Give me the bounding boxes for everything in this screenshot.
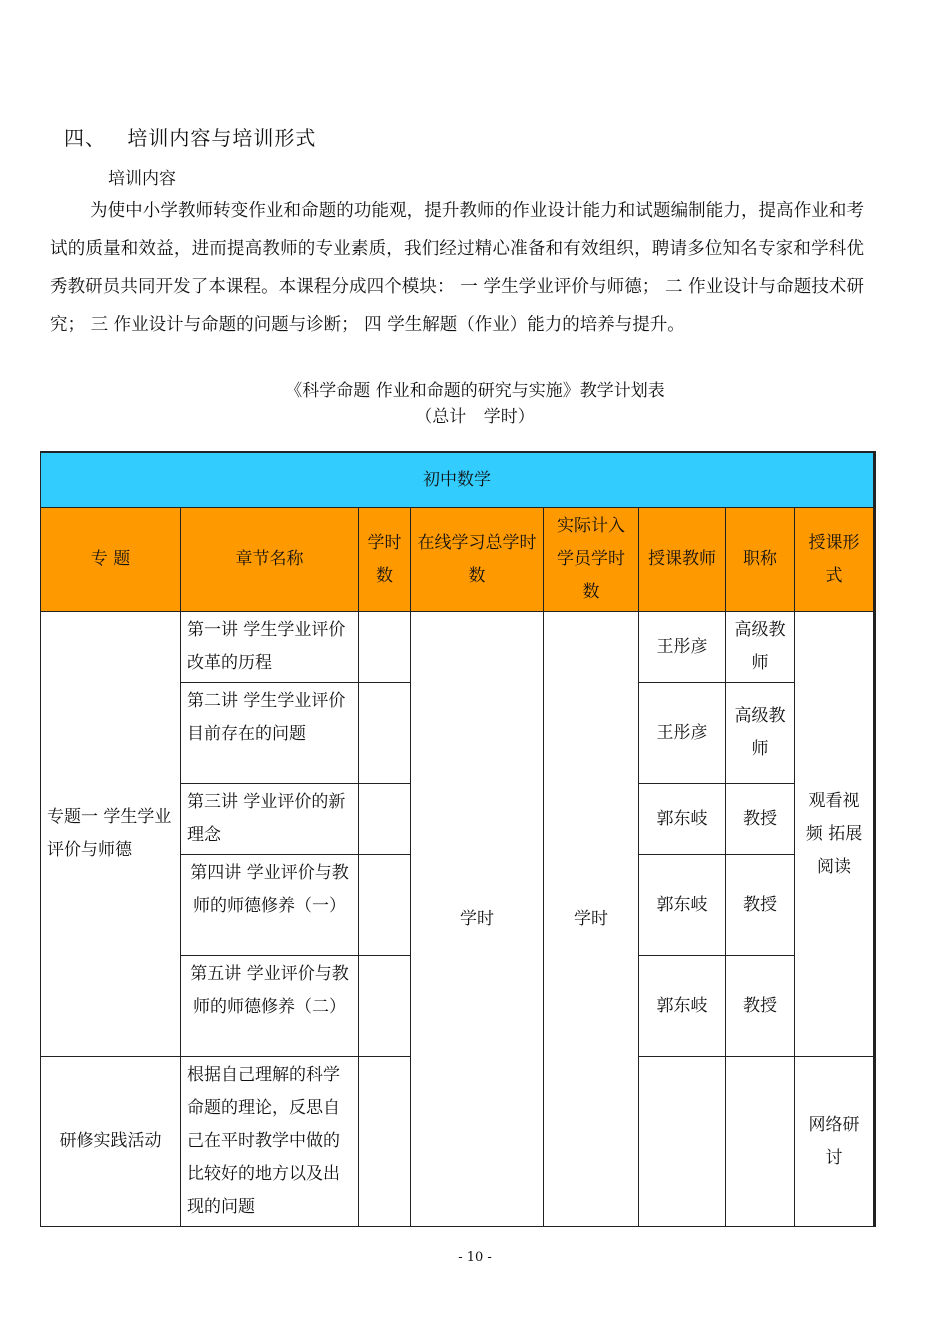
header-chapter: 章节名称 <box>181 508 359 612</box>
page-number: - 10 - <box>458 1250 492 1265</box>
title-cell <box>726 1057 795 1227</box>
topic-1: 专题一 学生学业评价与师德 <box>41 612 181 1057</box>
header-online-hours: 在线学习总学时数 <box>411 508 544 612</box>
section-title: 培训内容与培训形式 <box>127 126 317 150</box>
teacher-cell: 郭东岐 <box>639 784 726 855</box>
chapter-cell: 第四讲 学业评价与教师的师德修养（一） <box>181 855 359 956</box>
hours-cell <box>359 956 411 1057</box>
section-number: 四、 <box>64 126 106 150</box>
topic-2: 研修实践活动 <box>41 1057 181 1227</box>
title-cell: 教授 <box>726 956 795 1057</box>
header-format: 授课形式 <box>795 508 875 612</box>
body-paragraph <box>50 192 864 344</box>
table-subcaption <box>0 402 950 427</box>
header-title: 职称 <box>726 508 795 612</box>
title-cell: 教授 <box>726 855 795 956</box>
table-row <box>41 612 875 683</box>
header-topic: 专 题 <box>41 508 181 612</box>
chapter-cell: 第五讲 学业评价与教师的师德修养（二） <box>181 956 359 1057</box>
hours-cell <box>359 855 411 956</box>
hours-cell <box>359 612 411 683</box>
teacher-cell: 王彤彦 <box>639 612 726 683</box>
header-hours: 学时数 <box>359 508 411 612</box>
section-heading <box>64 122 316 151</box>
hours-cell <box>359 784 411 855</box>
paragraph-text: 为使中小学教师转变作业和命题的功能观，提升教师的作业设计能力和试题编制能力，提高作业和考试的质量和效益，进而提高教师的专业素质，我们经过精心准备和有效组织，聘请多位知名专家和学科优秀教研员共同开发了本课程。本课程分成四个模块： 一 学生学业评价与师德； 二 作业设计与命题技术研究； 三 作业设计与命题的问题与诊断； 四 学生解题（作业）能力的培养与提升。 <box>50 201 864 335</box>
table-title: 初中数学 <box>41 452 875 508</box>
teacher-cell: 王彤彦 <box>639 683 726 784</box>
title-cell: 教授 <box>726 784 795 855</box>
subheading: 培训内容 <box>108 169 176 189</box>
credited-hours-cell: 学时 <box>544 612 639 1227</box>
online-hours-cell: 学时 <box>411 612 544 1227</box>
subcaption-open: （总计 <box>415 407 467 427</box>
title-cell: 高级教师 <box>726 612 795 683</box>
teacher-cell: 郭东岐 <box>639 956 726 1057</box>
chapter-cell: 第三讲 学业评价的新理念 <box>181 784 359 855</box>
format-cell: 观看视频 拓展阅读 <box>795 612 875 1057</box>
hours-cell <box>359 1057 411 1227</box>
table-header-row <box>41 508 875 612</box>
chapter-cell: 第一讲 学生学业评价改革的历程 <box>181 612 359 683</box>
chapter-cell: 第二讲 学生学业评价目前存在的问题 <box>181 683 359 784</box>
header-credited-hours: 实际计入学员学时数 <box>544 508 639 612</box>
header-teacher: 授课教师 <box>639 508 726 612</box>
format-cell: 网络研讨 <box>795 1057 875 1227</box>
table-caption: 《科学命题 作业和命题的研究与实施》教学计划表 <box>285 381 665 401</box>
title-cell: 高级教师 <box>726 683 795 784</box>
teaching-plan-table <box>40 451 876 1227</box>
chapter-cell: 根据自己理解的科学命题的理论，反思自己在平时教学中做的比较好的地方以及出现的问题 <box>181 1057 359 1227</box>
subcaption-close: 学时） <box>483 407 535 427</box>
teacher-cell <box>639 1057 726 1227</box>
teacher-cell: 郭东岐 <box>639 855 726 956</box>
table-title-row <box>41 452 875 508</box>
hours-cell <box>359 683 411 784</box>
